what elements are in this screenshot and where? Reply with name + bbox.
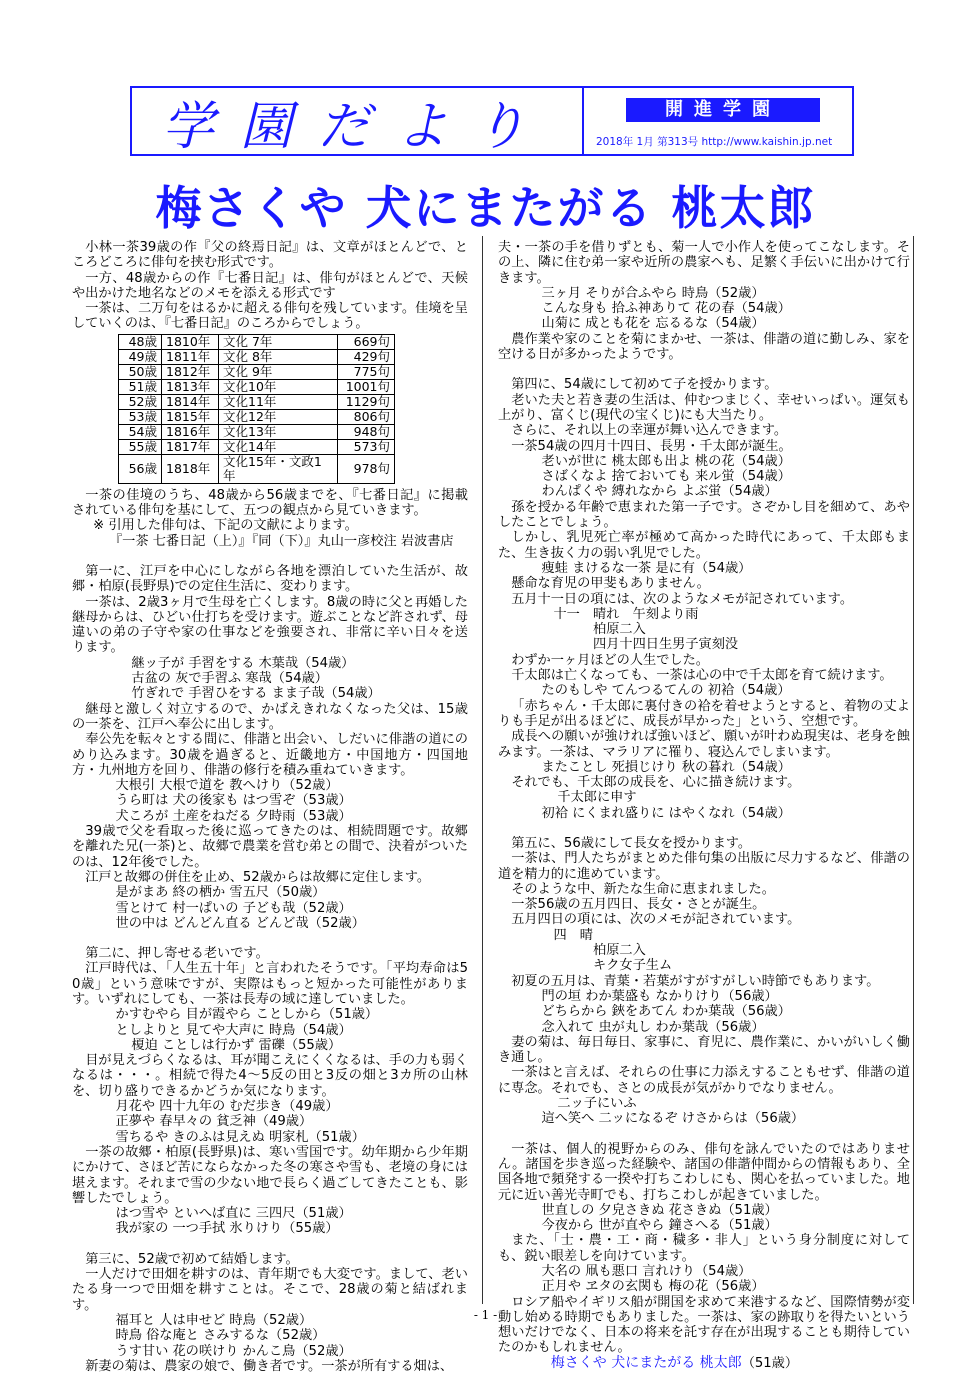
closing-haiku-age: （51歳） — [741, 1355, 799, 1371]
table-cell: 文化15年・文政1年 — [219, 454, 338, 483]
paragraph: ロシア船やイギリス船が開国を求めて来港するなど、国際情勢が変動し始める時期でもありました。一茶は、家の跡取りを得たいという想いだけでなく、日本の将来を託す存在が出現することも期待していたのかもしれません。 — [498, 1294, 910, 1356]
haiku: 月花や 四十九年の むだ歩き（49歳） — [115, 1099, 339, 1115]
paragraph: 一茶は、2歳3ヶ月で生母を亡くします。8歳の時に父と再婚した継母からは、ひどい仕打ちを受けます。遊ぶことなど許されず、母違いの弟の子守や家の仕事などを強要され、非常に辛い日々を送ります。 — [72, 594, 468, 656]
haiku: 三ヶ月 そりが合ふやら 時鳥（52歳） — [541, 285, 765, 301]
paragraph: 第五に、56歳にして長女を授かります。 — [511, 835, 752, 851]
table-cell: 文化10年 — [219, 379, 338, 394]
diary-memo: 柏原二入 — [593, 622, 646, 638]
school-name: 開進学園 — [626, 98, 820, 122]
haiku: 山菊に 成とも花を 忘るるな（54歳） — [541, 316, 765, 332]
paragraph: それでも、千太郎の成長を、心に描き続けます。 — [511, 775, 801, 791]
paragraph: 「赤ちゃん・千太郎に裏付きの袷を着せようとすると、着物の丈よりも手足が出るほどに、成長が早かった」という、空想です。 — [498, 698, 910, 729]
paragraph: 千太郎は亡くなっても、一茶は心の中で千太郎を育て続けます。 — [511, 668, 893, 684]
newsletter-title: 学園だより — [161, 96, 552, 157]
table-cell: 806句 — [338, 409, 395, 424]
paragraph: 一茶は、個人的視野からのみ、俳句を詠んでいたのではありません。諸国を歩き巡った経験や、諸国の俳諧仲間からの情報もあり、全国各地で頻発する一揆や打ちこわしにも、関心を払っていました。地元に近い善光寺町でも、打ちこわしが起きていました。 — [498, 1141, 910, 1203]
haiku: 是がまあ 終の栖か 雪五尺（50歳） — [115, 885, 326, 901]
column-rule-left — [482, 236, 483, 1304]
paragraph: 継母と激しく対立するので、かばえきれなくなった父は、15歳の一茶を、江戸へ奉公に出します。 — [72, 701, 468, 732]
table-cell: 51歳 — [119, 379, 162, 394]
paragraph: さらに、それ以上の幸運が舞い込んできます。 — [511, 423, 788, 439]
paragraph: 江戸時代は、「人生五十年」と言われたそうです。「平均寿命は50歳」という意味ですが、実際はもっと短かった可能性があります。いずれにしても、一茶は長寿の域に達していました。 — [72, 961, 468, 1007]
paragraph: 39歳で父を看取った後に巡ってきたのは、相続問題です。故郷を離れた兄(一茶)と、故郷で農業を営む弟との間で、決着がついたのは、12年後でした。 — [72, 824, 468, 870]
paragraph: 奉公先を転々とする間に、俳諧と出会い、しだいに俳諧の道にのめり込みます。30歳を過ぎると、近畿地方・中国地方・四国地方・九州地方を回り、俳諧の修行を積み重ねていきます。 — [72, 732, 468, 778]
citation-note: ※ 引用した俳句は、下記の文献によります。 — [93, 518, 358, 534]
table-cell: 669句 — [338, 334, 395, 349]
table-cell: 文化 7年 — [219, 334, 338, 349]
paragraph: 第四に、54歳にして初めて子を授かります。 — [511, 377, 778, 393]
diary-memo: 柏原二入 — [593, 943, 646, 959]
table-row — [119, 424, 395, 439]
haiku: 這へ笑へ 二ッになるぞ けさからは（56歳） — [541, 1111, 805, 1127]
haiku: 時鳥 俗な庵と さみするな（52歳） — [115, 1328, 326, 1344]
haiku: 榎迫 ことしは行かず 雷礫（55歳） — [131, 1037, 342, 1053]
paragraph: しかし、乳児死亡率が極めて高かった時代にあって、千太郎もまた、生き抜く力の弱い乳児でした。 — [498, 530, 910, 561]
haiku: かすむやら 目が霞やら ことしから（51歳） — [115, 1007, 379, 1023]
table-cell: 1818年 — [162, 454, 219, 483]
haiku-count-table — [118, 334, 395, 484]
page-number: - 1 - — [473, 1308, 498, 1322]
closing-haiku-text: 梅さくや 犬にまたがる 桃太郎 — [550, 1354, 742, 1371]
haiku: 正夢や 春早々の 貧乏神（49歳） — [115, 1114, 313, 1130]
table-cell: 573句 — [338, 439, 395, 454]
table-cell: 50歳 — [119, 364, 162, 379]
haiku: 門の垣 わか葉盛も なかりけり（56歳） — [541, 988, 778, 1004]
table-cell: 948句 — [338, 424, 395, 439]
haiku: 大根引 大根で道を 教へけり（52歳） — [115, 778, 339, 794]
table-cell: 1001句 — [338, 379, 395, 394]
haiku: はつ雪や といへば直に 三四尺（51歳） — [115, 1206, 352, 1222]
haiku: 継ッ子が 手習をする 木葉哉（54歳） — [131, 655, 355, 671]
closing-haiku — [498, 1356, 910, 1371]
paragraph: 一茶は、門人たちがまとめた俳句集の出版に尽力するなど、俳諧の道を精力的に進めています。 — [498, 851, 910, 882]
table-cell: 54歳 — [119, 424, 162, 439]
table-cell: 1815年 — [162, 409, 219, 424]
haiku: 今夜から 世が直やら 鐘さへる（51歳） — [541, 1218, 778, 1234]
haiku: 古盆の 灰で手習ふ 寒哉（54歳） — [131, 671, 328, 687]
table-cell: 53歳 — [119, 409, 162, 424]
haiku: 大名の 凧も悪口 言れけり（54歳） — [541, 1264, 752, 1279]
table-row — [119, 394, 395, 409]
table-cell: 978句 — [338, 454, 395, 483]
haiku: 初袷 にくまれ盛りに はやくなれ（54歳） — [541, 805, 791, 821]
paragraph: そのような中、新たな生命に恵まれました。 — [511, 881, 775, 897]
haiku: わんぱくや 縛れなから よぶ蛍（54歳） — [541, 484, 778, 500]
paragraph: 初夏の五月は、青葉・若葉がすがすがしい時節でもあります。 — [511, 973, 880, 989]
paragraph: 農作業や家のことを菊にまかせ、一茶は、俳諧の道に勤しみ、家を空ける日が多かったようです。 — [498, 331, 910, 363]
paragraph: 一茶56歳の五月四日、長女・さとが誕生。 — [511, 897, 766, 913]
paragraph: 第三に、52歳で初めて結婚します。 — [85, 1251, 299, 1267]
paragraph: 一方、48歳からの作『七番日記』は、俳句がほとんどで、天候や出かけた地名などのメモを添える形式です — [72, 270, 468, 301]
haiku: 老いが世に 桃太郎も出よ 桃の花（54歳） — [541, 453, 791, 469]
table-cell: 1812年 — [162, 364, 219, 379]
haiku: 念入れて 虫が丸し わか葉哉（56歳） — [541, 1019, 765, 1035]
paragraph: また、「士・農・工・商・穢多・非人」という身分制度に対しても、鋭い眼差しを向けています。 — [498, 1233, 910, 1264]
paragraph: 第二に、押し寄せる老いです。 — [85, 946, 269, 962]
paragraph: 成長への願いが強ければ強いほど、願いが叶わぬ現実は、老身を蝕みます。一茶は、マラリアに罹り、寝込んでしまいます。 — [498, 729, 910, 760]
paragraph: 一茶54歳の四月十四日、長男・千太郎が誕生。 — [511, 438, 792, 454]
paragraph: 一人だけで田畑を耕すのは、青年期でも大変です。まして、老いたる身一つで田畑を耕すことは。そこで、28歳の菊と結ばれます。 — [72, 1267, 468, 1313]
haiku: 我が家の 一つ手拭 氷りけり（55歳） — [115, 1221, 339, 1237]
table-cell: 文化 9年 — [219, 364, 338, 379]
haiku: 世直しの 夕皃さきぬ 花さきぬ（51歳） — [541, 1202, 778, 1218]
paragraph: 一茶の佳境のうち、48歳から56歳までを、『七番日記』に掲載されている俳句を基にして、五つの観点から見ていきます。 — [72, 487, 468, 519]
table-row — [119, 379, 395, 394]
table-cell: 429句 — [338, 349, 395, 364]
haiku: うす甘い 花の咲けり かんこ鳥（52歳） — [115, 1343, 352, 1359]
table-cell: 1129句 — [338, 394, 395, 409]
paragraph: 一茶の故郷・柏原(長野県)は、寒い雪国です。幼年期から少年期にかけて、さほど苦にならなかった冬の寒さや雪も、老境の身には堪えます。それまで雪の少ない地で長らく過ごしてきたことも、影響したでしょう。 — [72, 1144, 468, 1206]
table-cell: 文化12年 — [219, 409, 338, 424]
haiku: 犬ころが 土産をねだる 夕時雨（53歳） — [115, 808, 352, 824]
newsletter-title-box — [132, 88, 584, 157]
table-cell: 1816年 — [162, 424, 219, 439]
table-cell: 1817年 — [162, 439, 219, 454]
table-cell: 文化14年 — [219, 439, 338, 454]
paragraph: 江戸と故郷の併住を止め、52歳からは故郷に定住します。 — [85, 869, 431, 885]
table-row — [119, 439, 395, 454]
paragraph: わずか一ヶ月ほどの人生でした。 — [511, 652, 709, 668]
table-cell: 1811年 — [162, 349, 219, 364]
haiku: たのもしや てんつるてんの 初袷（54歳） — [541, 683, 791, 699]
haiku: 痩蛙 まけるな一茶 是に有（54歳） — [541, 560, 752, 576]
headline: 梅さくや 犬にまたがる 桃太郎 — [155, 181, 816, 235]
paragraph: 五月四日の項には、次のメモが記されています。 — [511, 912, 801, 928]
table-row — [119, 409, 395, 424]
right-column — [498, 240, 910, 1371]
left-column — [72, 240, 468, 1374]
paragraph: 夫・一茶の手を借りずとも、菊一人で小作人を使ってこなします。その上、隣に住む弟一家や近所の農家へも、足繁く手伝いに出かけて行きます。 — [498, 240, 910, 286]
table-cell: 775句 — [338, 364, 395, 379]
paragraph: 小林一茶39歳の作『父の終焉日記』は、文章がほとんどで、ところどころに俳句を挟む形式です。 — [72, 240, 468, 271]
haiku-preface: 二ッ子にいふ — [557, 1096, 637, 1112]
paragraph: 懸命な育児の甲斐もありません。 — [511, 576, 710, 592]
paragraph: 孫を授かる年齢で恵まれた第一子です。さぞかし目を細めて、あやしたことでしょう。 — [498, 499, 910, 531]
table-cell: 1813年 — [162, 379, 219, 394]
diary-memo: 四 晴 — [553, 927, 593, 943]
table-cell: 55歳 — [119, 439, 162, 454]
haiku: 竹ぎれで 手習ひをする まま子哉（54歳） — [131, 686, 381, 702]
haiku: うら町は 犬の後家も はつ雪ぞ（53歳） — [115, 793, 352, 809]
diary-memo: キク女子生ム — [593, 958, 673, 974]
table-cell: 1814年 — [162, 394, 219, 409]
column-rule-right — [913, 236, 914, 1304]
haiku: としよりと 見てや大声に 時鳥（54歳） — [115, 1022, 352, 1038]
citation-reference: 『一茶 七番日記（上）』『同（下）』丸山一彦校注 岩波書店 — [108, 533, 454, 549]
haiku-preface: 千太郎に申す — [557, 790, 637, 806]
table-cell: 文化13年 — [219, 424, 338, 439]
table-cell: 1810年 — [162, 334, 219, 349]
table-row — [119, 454, 395, 483]
masthead — [130, 86, 854, 156]
haiku: こんな身も 拾ふ神ありて 花の春（54歳） — [541, 301, 791, 317]
diary-memo: 四月十四日生男子寅刻没 — [593, 637, 739, 653]
masthead-info — [584, 88, 852, 154]
paragraph: 新妻の菊は、農家の娘で、働き者です。一茶が所有する畑は、 — [85, 1358, 454, 1374]
haiku: 雪とけて 村一ぱいの 子ども哉（52歳） — [115, 900, 352, 916]
table-cell: 52歳 — [119, 394, 162, 409]
paragraph: 目が見えづらくなるは、耳が聞こえにくくなるは、手の力も弱くなるは・・・。相続で得た4～5反の田と3反の畑と3カ所の山林を、切り盛りできるかどうか気になります。 — [72, 1053, 468, 1099]
paragraph: 五月十一日の項には、次のようなメモが記されています。 — [511, 591, 854, 607]
haiku: さばくなよ 捨ておいても 来ル蛍（54歳） — [541, 469, 791, 485]
table-row — [119, 334, 395, 349]
table-cell: 49歳 — [119, 349, 162, 364]
table-row — [119, 349, 395, 364]
issue-line: 2018年 1月 第313号 http://www.kaishin.jp.net — [596, 136, 833, 148]
paragraph: 一茶は、二万句をはるかに超える俳句を残しています。佳境を呈していくのは、『七番日記』のころからでしょう。 — [72, 301, 468, 332]
haiku: どちらから 鋏をあてん わか葉哉（56歳） — [541, 1004, 791, 1020]
haiku: またことし 死損じけり 秋の暮れ（54歳） — [541, 759, 791, 775]
haiku: 福耳と 人は申せど 時鳥（52歳） — [115, 1312, 313, 1328]
paragraph: 第一に、江戸を中心にしながら各地を漂泊していた生活が、故郷・柏原(長野県)での定住生活に、変わります。 — [72, 563, 468, 595]
haiku: 正月や ヱタの玄関も 梅の花（56歳） — [541, 1279, 765, 1295]
table-cell: 48歳 — [119, 334, 162, 349]
table-cell: 56歳 — [119, 454, 162, 483]
paragraph: 老いた夫と若き妻の生活は、仲むつまじく、幸せいっぱい。運気も上がり、富くじ(現代の宝くじ)にも大当たり。 — [498, 392, 910, 423]
paragraph: 妻の菊は、毎日毎日、家事に、育児に、農作業に、かいがいしく働き通し。 — [498, 1034, 910, 1066]
table-row — [119, 364, 395, 379]
diary-memo: 十一 晴れ 午刻より雨 — [553, 606, 699, 622]
table-cell: 文化11年 — [219, 394, 338, 409]
table-cell: 文化 8年 — [219, 349, 338, 364]
haiku: 雪ちるや きのふは見えぬ 明家札（51歳） — [115, 1129, 365, 1145]
haiku: 世の中は どんどん直る どんど哉（52歳） — [115, 915, 365, 931]
paragraph: 一茶はと言えば、それらの仕事に力添えすることもせず、俳諧の道に専念。それでも、さとの成長が気がかりでなりません。 — [498, 1065, 910, 1096]
